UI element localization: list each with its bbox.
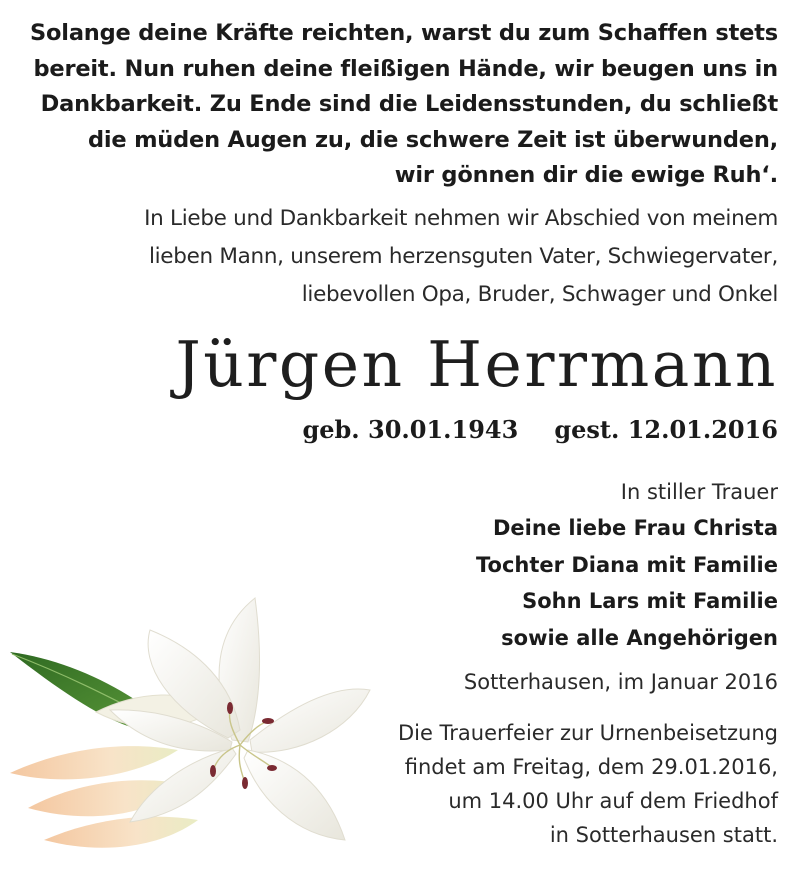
mourning-lead: In stiller Trauer (620, 480, 778, 504)
verse-line: bereit. Nun ruhen deine fleißigen Hände, wir beugen uns in (33, 55, 778, 82)
mourner-name: Sohn Lars mit Familie (522, 589, 778, 613)
verse-line: wir gönnen dir die ewige Ruh‘. (394, 162, 778, 188)
memorial-verse (20, 16, 778, 194)
mourner-name: Deine liebe Frau Christa (492, 516, 778, 540)
verse-line: die müden Augen zu, die schwere Zeit ist überwunden, (87, 126, 778, 153)
intro-line: liebevollen Opa, Bruder, Schwager und Onkel (301, 282, 778, 307)
mourner-name: sowie alle Angehörigen (501, 625, 778, 650)
verse-line: Solange deine Kräfte reichten, warst du zum Schaffen stets (30, 20, 778, 46)
mourner-name: Tochter Diana mit Familie (476, 552, 778, 577)
ceremony-line: um 14.00 Uhr auf dem Friedhof (448, 789, 778, 813)
intro-line: In Liebe und Dankbarkeit nehmen wir Abschied von meinem (144, 206, 778, 231)
ceremony-line: findet am Freitag, dem 29.01.2016, (404, 755, 778, 779)
place-date: Sotterhausen, im Januar 2016 (463, 670, 778, 694)
bud-shape (10, 746, 178, 779)
life-dates (302, 409, 778, 451)
ceremony-line: Die Trauerfeier zur Urnenbeisetzung (397, 721, 778, 745)
verse-line: Dankbarkeit. Zu Ende sind die Leidensstunden, du schließt (40, 91, 778, 117)
farewell-intro (20, 200, 778, 314)
petal-shape (244, 750, 345, 840)
bud-shape (44, 817, 198, 848)
death-date: gest. 12.01.2016 (554, 415, 778, 444)
deceased-name: Jürgen Herrmann (175, 328, 778, 401)
intro-line: lieben Mann, unserem herzensguten Vater, Schwiegervater, (148, 244, 778, 269)
white-lily-icon (0, 590, 390, 869)
ceremony-line: in Sotterhausen statt. (549, 823, 778, 847)
birth-date: geb. 30.01.1943 (302, 415, 519, 444)
